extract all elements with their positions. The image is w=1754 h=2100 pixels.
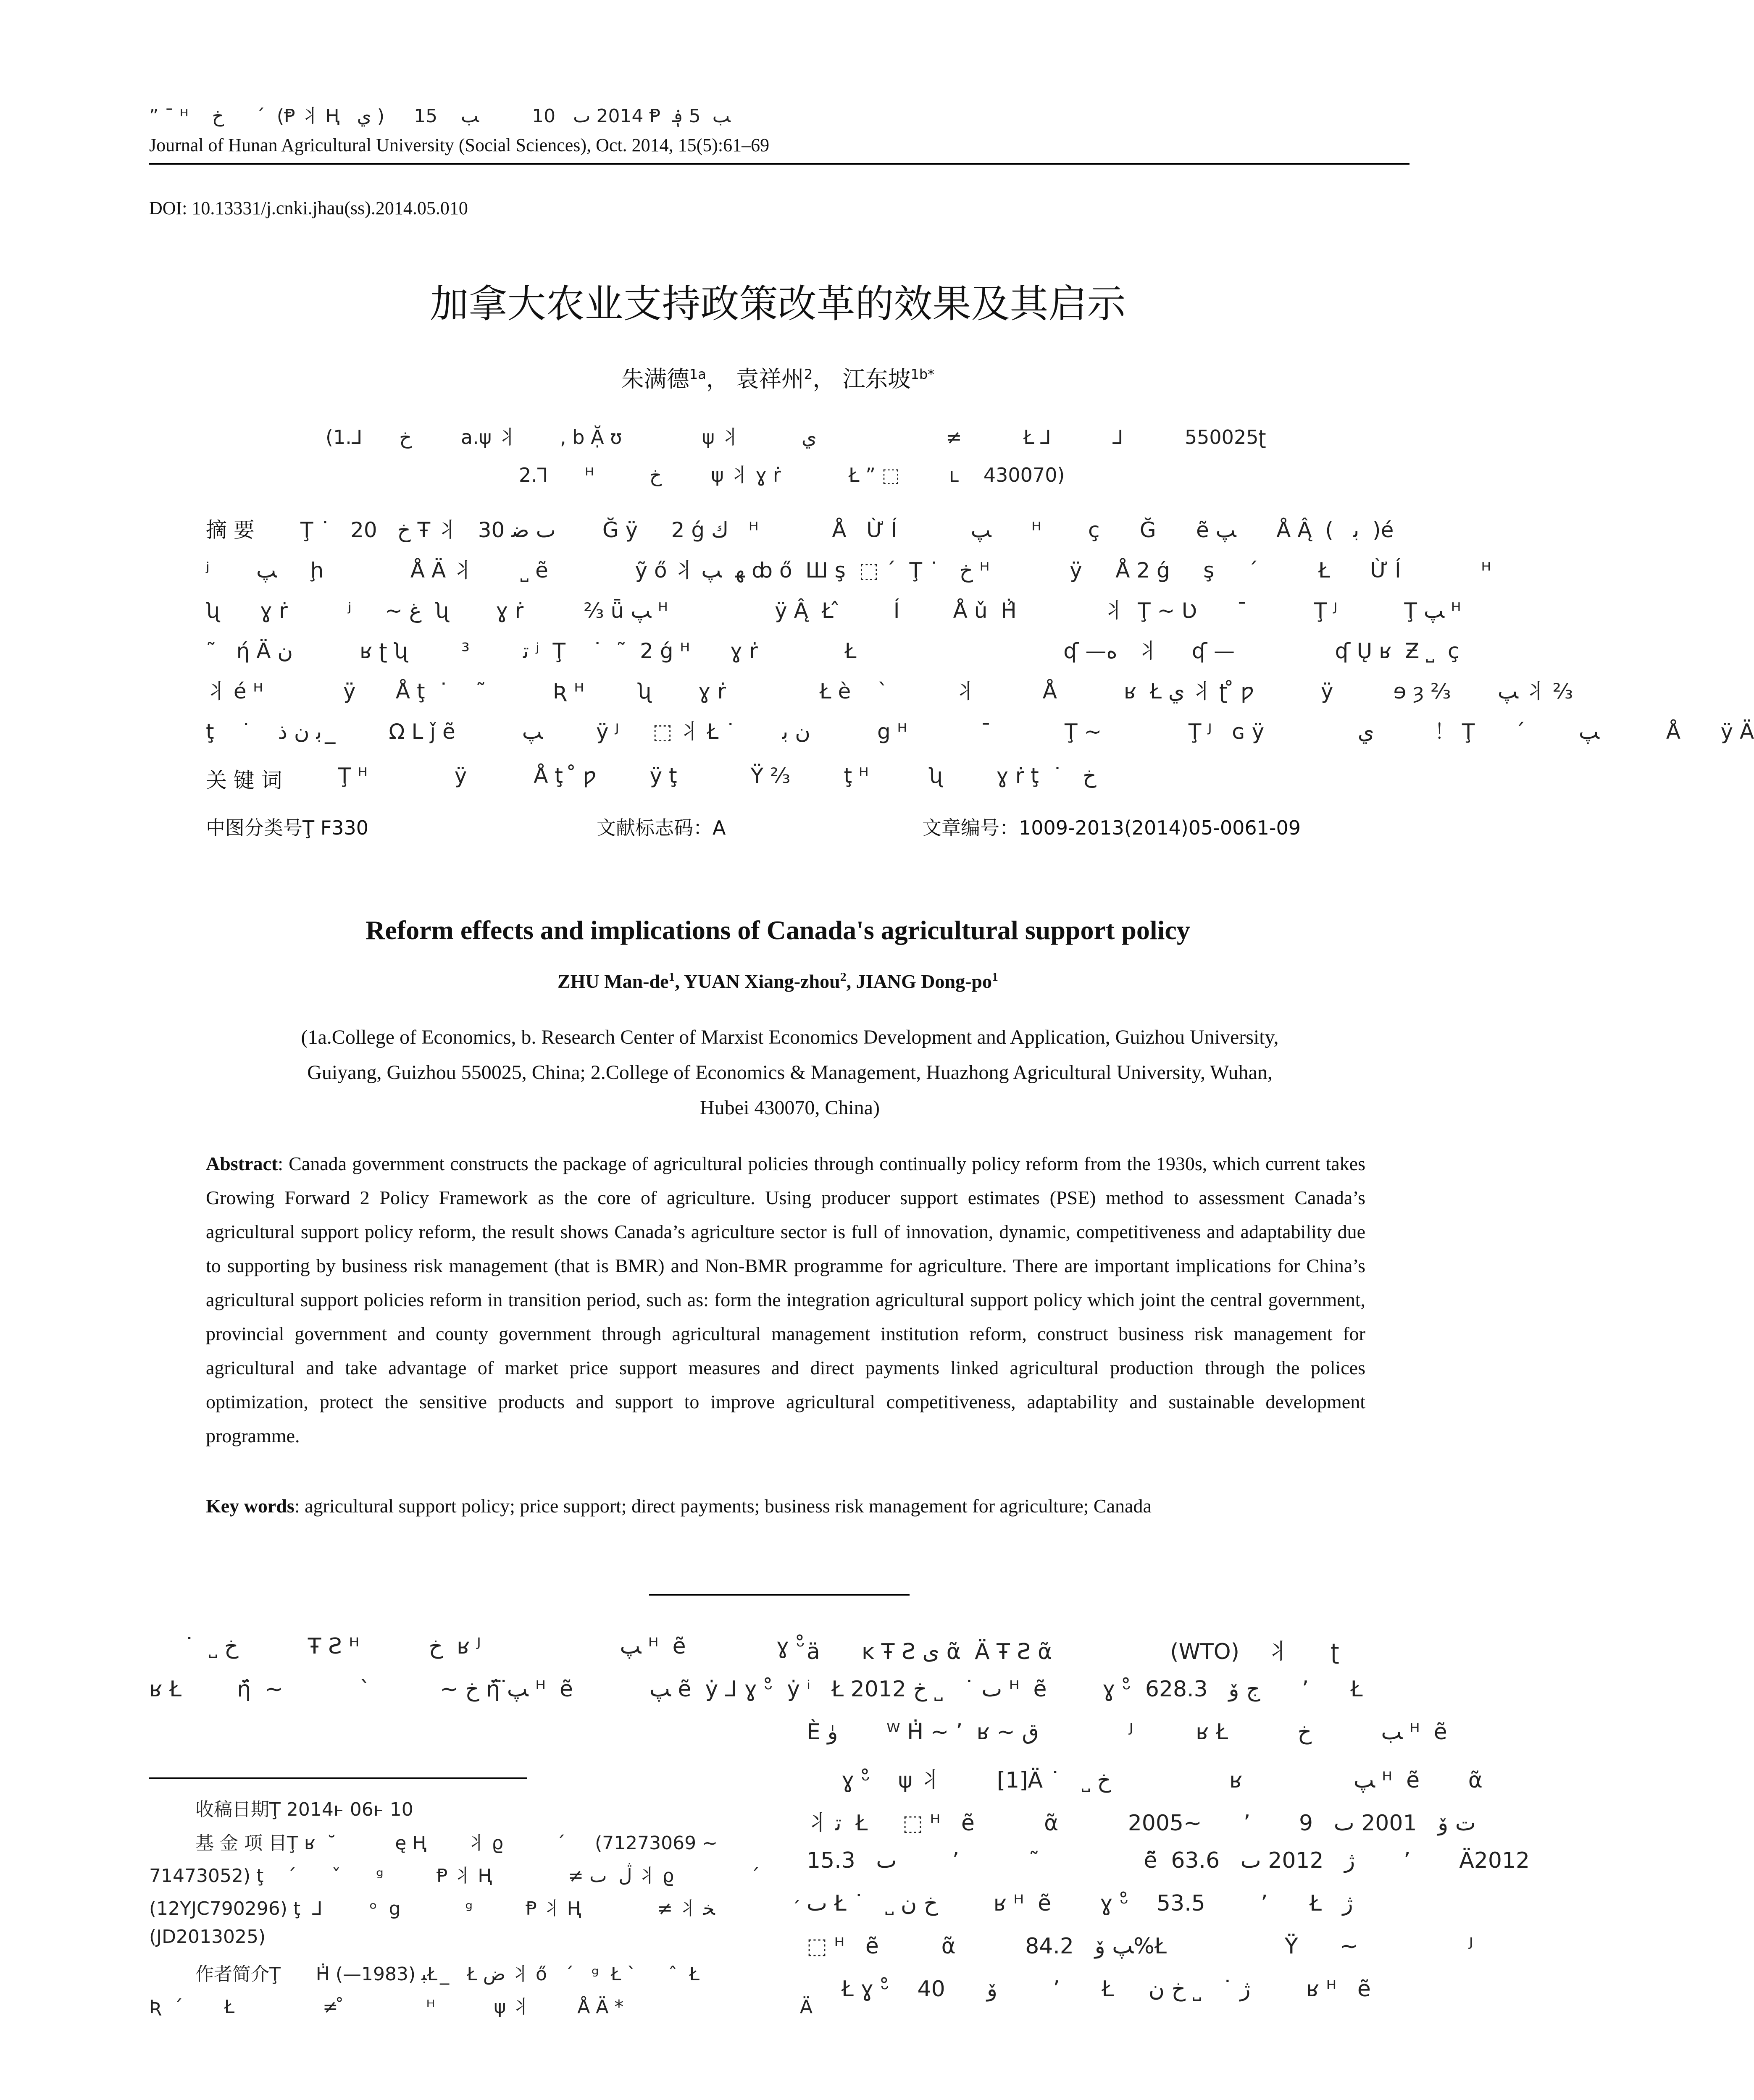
footnote-author: 作者简介Ţ Ḣ̈ ﺒ (1983—)Ł ̲ Ł ﺽ ⺦ ő ´ ᵍ Ł ` ̂ Ł xyxy=(195,1964,699,1985)
body-right-line: ⁱ Ł 2012 ٮ ˙ ˽ ﺥ ᴴ ẽ ɣ ᵕ̊ ﺝ ﯙ 628.3 ’ Ł xyxy=(807,1677,1363,1702)
footnote-fund: 基 金 项 目Ţ ʁ ˘ ę Ⱨ ⺦ ϱ ´ (71273069 ~ xyxy=(195,1832,718,1854)
affil-cn-line-1: (1.⅃ ﺥ a.ψ ⺦ , b Ặ ʊ ψ ⺦ ي ≠ Ł ⅃ ⅃ 550025ʈ xyxy=(326,426,1266,449)
author-en-3: JIANG Dong-$po^1$ xyxy=(856,970,998,992)
body-right-line: È ﯛ ᵂ Ḣ̈ ~ ’ ʁ ~ ﻕ ᴶ ʁ Ł ﺐ ﺥ ᴴ ẽ xyxy=(807,1719,1447,1745)
abstract-cn-line: ţ ˙ ﺑ ﻥ ﺫ ̲ Ω L ǰ ẽ ﭗ ÿ ᴶ ⬚ ⺦ Ł ˙ ﻥ ﺑ g ᴴ ¯ Ţ ~ Ţ ᴶ ɢ ÿ ي ！ Ţ ´ ﭗ Å ÿ Ä xyxy=(206,719,1754,744)
footnote-author: Ʀ ´ Ł ≠ ̊ ᴴ ψ ⺦ Å Ä * Ä xyxy=(149,1996,813,2018)
author-en-1: ZHU Man-$de^1$, xyxy=(557,970,684,992)
affil-en-line-3: Hubei 430070, China) xyxy=(700,1097,880,1119)
author-en-2: YUAN Xiang-zhou$^2$, xyxy=(684,970,856,992)
body-right-line: ɣ ᵕ̊ ψ ⺦ [1]Ä ˙ ˽ ﺥ ʁ ﭗ ᴴ ẽ ᾶ xyxy=(807,1768,1483,1793)
keywords-en xyxy=(206,1489,1365,1523)
abstract-cn-line: Ţ ˙ ﺥ 20 Ŧ ⺦ 30 ٮ ﺿ Ğ ÿ 2 ǵ ﻙ ᴴ Å Ừ Í ﭗ ᴴ ç Ğ ẽ ﭗ Å Ą̂ ( ﺑ )é xyxy=(300,518,1394,542)
affil-en-line-2: Guiyang, Guizhou 550025, China; 2.College of Economics & Management, Huazhong Agricultural University, Wuhan, xyxy=(307,1061,1273,1084)
affil-cn-line-2: 2.⅂ ᴴ ﺥ ψ ⺦ ɣ ṙ Ł ” ⬚ ʟ 430070) xyxy=(519,464,1065,486)
footnote-fund: 71473052) ţ ´ ˇ ᵍ Ᵽ ⺦ Ⱨ ≠ ڷ ٮ ⺦ ϱ ´ xyxy=(149,1865,760,1887)
authors-en xyxy=(0,970,1556,992)
abstract-cn-line: ʲ ﭗ ḩ Å Ä ⺦ ˽ ẽ ỹ ő ⺦ ﮭ ﭗ ȸ ő Ш ş ⬚ ´ Ţ ˙ ﺥ ᴴ ÿ Å 2 ǵ ş ´ Ł Ừ Í ᴴ xyxy=(206,558,1491,583)
body-right-line: Ł ɣ ᵕ̊ ﯙ 40 ’ Ł ژ ˙ ˽ ﺥ ﻥ ʁ ᴴ ẽ xyxy=(807,1977,1371,2002)
abstract-cn-line: ⺦ é ᴴ ÿ Å ţ ˙ ˜ Ʀ ᴴ ʯ ɣ ṙ Ł è ` ⺦ Å ʁ Ł ﻱ ⺦ ʈ ̊ ƿ ÿ ɘ ȝ ⅔ ﭗ ⺦ ⅔ xyxy=(206,679,1573,704)
body-right-line: ٮ 15.3 ’ ˜ ẽ̃ ژ 2012 ٮ 63.6 ’ Ä2012 xyxy=(807,1848,1530,1873)
affil-en-line-1: (1a.College of Economics, b. Research Center of Marxist Economics Development and Application, Guizhou University, xyxy=(301,1026,1279,1048)
body-right-line: ⺦ ﺗ Ł ⬚ ᴴ ẽ ᾶ ﺕ ﯙ 2001 ٮ 9 ’ ~2005 xyxy=(807,1811,1476,1836)
header-garbled-line: ” ¯ ᴴ ﺥ ́ (Ᵽ ⺦ Ⱨ ي ) 2014 ٮ 10 ﺐ 15 Ᵽ ﺐ 5 ؋ xyxy=(149,105,731,127)
keywords-en-text: : agricultural support policy; price support; direct payments; business risk management for agriculture; Canada xyxy=(294,1495,1152,1517)
abstract-cn-label: 摘 要 xyxy=(206,518,255,542)
title-cn: 加拿大农业支持政策改革的效果及其启示 xyxy=(430,281,1126,326)
abstract-en-text: : Canada government constructs the package of agricultural policies through continually policy reform from the 1930s, which current takes Growing Forward 2 Policy Framework as the core of agriculture. Using producer support estimates (PSE) method to assessment Canada’s agricultural support policy reform, the result shows Canada’s agriculture sector is full of innovation, dynamic, competitiveness and adaptability due to supporting by business risk management (that is BMR) and Non-BMR programme for agriculture. There are important implications for China’s agricultural support policies reform in transition period, such as: form the integration agricultural support policy which joint the central government, provincial government and county government through agricultural management institution reform, construct business risk management for agricultural and take advantage of market price support measures and direct payments linked agricultural production through the polices optimization, protect the sensitive products and support to improve agricultural competitiveness, adaptability and sustainable development programme. xyxy=(206,1153,1365,1446)
body-right-line: ⬚ ᴴ ẽ ᾶ ﭗ ﯙ 84.2%Ł Ÿ ~ ᴶ xyxy=(807,1934,1473,1959)
footnote-received: 收稿日期Ţ 2014ⱶ 06ⱶ 10 xyxy=(195,1799,413,1820)
author-cn-3: 江东坡$^{1b*}$ xyxy=(842,366,935,392)
body-left-line: ʁ Ł ή̈ ~ ` ~ ﺥ ή̈ ﭗ̈ ᴴ ẽ ﭗ ẽ ẏ ⅃ ɣ ᵕ̊ ẏ xyxy=(149,1677,800,1702)
clc-number: 中图分类号Ţ F330 xyxy=(206,816,368,839)
authors-cn xyxy=(0,361,1556,394)
body-right-line: ä ĸ Ŧ Ƨ ﯼ ᾶ Ä Ŧ Ƨ ᾶ (WTO) ⺦ ʈ xyxy=(807,1639,1339,1664)
body-left-line: ˙ ˽ ﺥ Ŧ Ƨ ᴴ ﺥ ʁ ᴶ ﭗ ᴴ ẽ ɣ ᵕ̊ xyxy=(149,1634,805,1659)
document-code: 文献标志码：A xyxy=(597,816,726,839)
footnote-fund: (JD2013025) xyxy=(149,1926,266,1948)
abstract-en xyxy=(206,1147,1365,1453)
section-divider xyxy=(649,1594,910,1596)
footnote-fund: (12YJC790296) ţ ⅃ ᵒ g ᵍ Ᵽ ⺦ Ⱨ ≠ ⺦ ﺨ ´ xyxy=(149,1898,801,1919)
keywords-cn-label: 关 键 词 xyxy=(206,768,282,793)
title-en: Reform effects and implications of Canada's agricultural support policy xyxy=(366,915,1190,945)
author-cn-1: 朱满德$^{1a}$， xyxy=(621,366,729,392)
keywords-en-label: Key words xyxy=(206,1495,295,1517)
abstract-cn-line: ˜ ή Ä ﻥ ʁ ʈ ʯ ³ ﺗ ʲ Ţ ˙ ˜ 2 ǵ ᴴ ɣ ṙ Ł ʠ —ﻩ ⺦ ʠ — ʠ Ų ʁ Ƶ ˽ ç xyxy=(206,639,1459,663)
doi: DOI: 10.13331/j.cnki.jhau(ss).2014.05.010 xyxy=(149,198,468,218)
header-rule xyxy=(149,163,1410,165)
article-number: 文章编号：1009-2013(2014)05-0061-09 xyxy=(922,816,1301,839)
journal-line: Journal of Hunan Agricultural University (Social Sciences), Oct. 2014, 15(5):61–69 xyxy=(149,135,770,155)
abstract-en-label: Abstract xyxy=(206,1153,278,1174)
author-cn-2: 袁祥州$^2$， xyxy=(736,366,836,392)
abstract-cn-line: ʯ ɣ ṙ ʲ ~ ﻍ ʯ ɣ ṙ ⅔ ǖ ﭗ ᴴ ÿ Ą̂ Ł ̂ Í Å ǔ Ḣ̂ ⺦ Ţ ~ Ʋ ¯ Ţ ᴶ Ţ ﭗ ᴴ xyxy=(206,598,1461,623)
keywords-cn-text: Ţ ᴴ ÿ Å ţ ̊ ƿ ÿ ţ Ÿ ⅔ ţ ᴴ ʯ ɣ ṙ ţ ˙ ﺥ xyxy=(338,764,1097,788)
body-right-line: ٮ Ł ˙ ˽ ﺥ ﻥ ʁ ᴴ ẽ ɣ ᵕ̊ 53.5 ’ Ł ژ xyxy=(807,1891,1353,1916)
footnote-rule xyxy=(149,1777,527,1779)
